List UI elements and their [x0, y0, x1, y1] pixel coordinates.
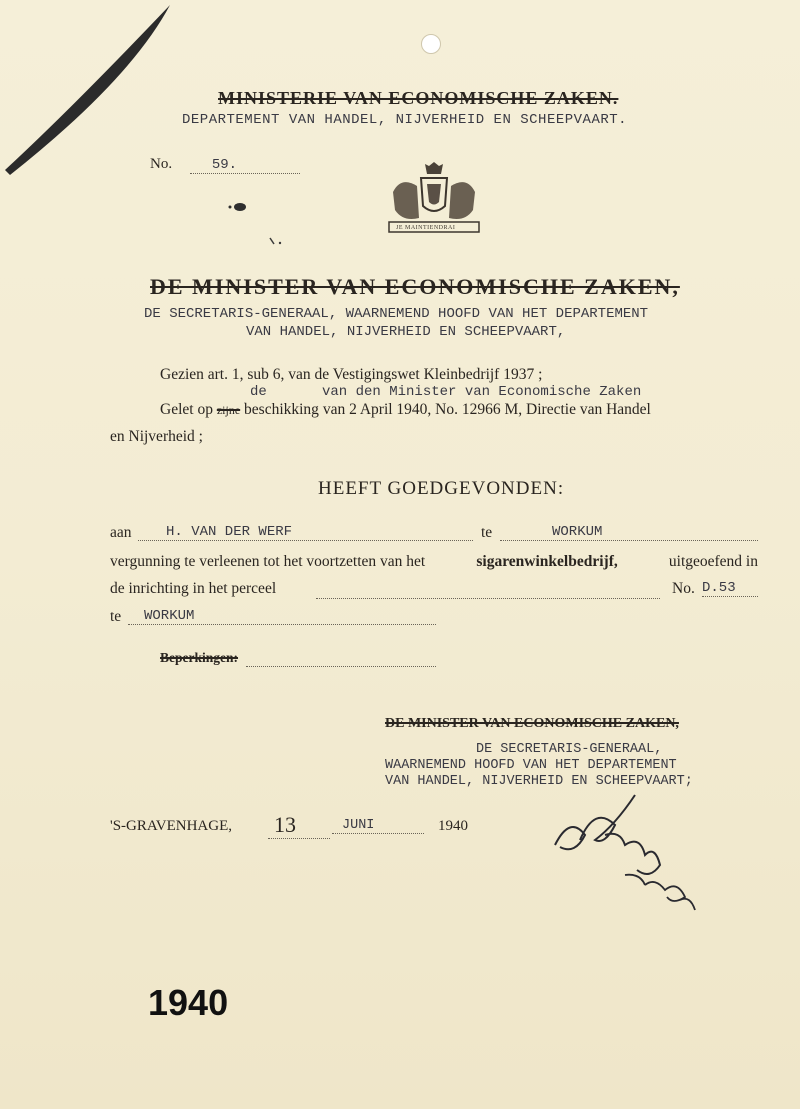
gelet-text-2: beschikking — [244, 401, 319, 418]
punch-hole — [421, 34, 441, 54]
signature-line-1: DE SECRETARIS-GENERAAL, — [476, 742, 663, 757]
handwritten-signature — [545, 785, 715, 925]
gelet-text-1: Gelet op — [160, 401, 213, 418]
ink-mark-icon — [268, 236, 288, 246]
inrichting-label: de inrichting in het perceel — [110, 580, 277, 597]
gelet-struck-word: zijne — [216, 403, 241, 417]
gelet-text-3: van 2 April 1940, No. 12966 M, Directie van Handel — [322, 401, 651, 418]
crest-motto: JE MAINTIENDRAI — [396, 225, 456, 231]
recipient-name: H. VAN DER WERF — [138, 524, 473, 541]
ink-blot-icon — [226, 200, 250, 214]
signature-line-3: VAN HANDEL, NIJVERHEID EN SCHEEPVAART; — [385, 774, 693, 789]
decision-heading: HEEFT GOEDGEVONDEN: — [318, 478, 565, 499]
date-place: 'S-GRAVENHAGE, — [110, 818, 233, 834]
aan-label: aan — [110, 524, 132, 541]
minister-heading-struck: DE MINISTER VAN ECONOMISCHE ZAKEN, — [150, 274, 680, 299]
department-heading: DEPARTEMENT VAN HANDEL, NIJVERHEID EN SCHEEPVAART. — [182, 112, 628, 128]
business-type: sigarenwinkelbedrijf, — [476, 553, 618, 570]
gelet-clause — [160, 401, 651, 419]
gelet-clause-line-2: en Nijverheid ; — [110, 428, 203, 445]
gezien-clause: Gezien art. 1, sub 6, van de Vestigingswet Kleinbedrijf 1937 ; — [160, 366, 543, 383]
vergunning-text-2: uitgeoefend in — [668, 553, 758, 570]
stamped-year: 1940 — [148, 982, 229, 1023]
perceel-number: D.53 — [702, 580, 758, 597]
recipient-place: WORKUM — [500, 524, 758, 541]
restrictions-label-struck: Beperkingen: — [160, 650, 239, 665]
typed-insert-minister: van den Minister van Economische Zaken — [322, 384, 642, 400]
signature-line-2: WAARNEMEND HOOFD VAN HET DEPARTEMENT — [385, 758, 677, 773]
number-value: 59. — [190, 157, 300, 174]
perceel-field — [316, 580, 660, 599]
date-day: 13 — [268, 812, 330, 839]
te2-label: te — [110, 608, 122, 625]
number-label: No. — [150, 156, 173, 172]
establishment-place: WORKUM — [128, 608, 436, 625]
number-field — [150, 156, 300, 174]
date-month: JUNI — [332, 818, 424, 834]
signature-minister-struck: DE MINISTER VAN ECONOMISCHE ZAKEN, — [385, 716, 679, 731]
date-year: 1940 — [438, 818, 468, 834]
restrictions-field — [246, 650, 436, 667]
perceel-no-label: No. — [672, 580, 695, 597]
vergunning-text-1: vergunning te verleenen tot het voortzetten van het — [110, 553, 426, 570]
ministry-heading-struck: MINISTERIE VAN ECONOMISCHE ZAKEN. — [218, 88, 619, 108]
vergunning-clause — [110, 553, 758, 571]
secretary-general-line-1: DE SECRETARIS-GENERAAL, WAARNEMEND HOOFD VAN HET DEPARTEMENT — [144, 306, 649, 322]
secretary-general-line-2: VAN HANDEL, NIJVERHEID EN SCHEEPVAART, — [246, 324, 566, 340]
typed-insert-de: de — [250, 384, 267, 400]
te-label: te — [481, 524, 493, 541]
